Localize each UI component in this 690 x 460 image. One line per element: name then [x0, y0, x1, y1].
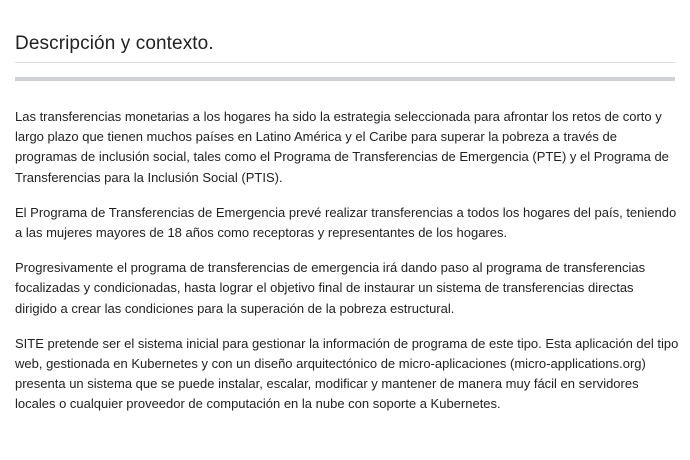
- paragraph-progressive-transition: Progresivamente el programa de transferencias de emergencia irá dando paso al programa de transferencias focalizadas y condicionadas, hasta lograr el objetivo final de instaurar un sistema de transferencias directas dirigido a crear las condiciones para la superación de la pobreza estructural.: [15, 260, 646, 316]
- section-divider: [15, 77, 675, 81]
- description-content: [15, 107, 679, 430]
- paragraph-emergency-program: El Programa de Transferencias de Emergencia prevé realizar transferencias a todos los hogares del país, teniendo a las mujeres mayores de 18 años como receptoras y representantes de los hogares.: [15, 204, 677, 241]
- paragraph-site-system: SITE pretende ser el sistema inicial para gestionar la información de programa de este tipo. Esta aplicación del tipo web, gestionada en Kubernetes y con un diseño arquitectónico de micro-aplicaciones (micro-applications.org) presenta un sistema que se puede instalar, escalar, modificar y mantener de manera muy fácil en servidores locales o cualquier proveedor de computación en la nube con soporte a Kubernetes.: [15, 335, 679, 412]
- title-divider: [15, 62, 675, 63]
- section-title: Descripción y contexto.: [15, 33, 214, 54]
- paragraph-transfers-strategy: Las transferencias monetarias a los hogares ha sido la estrategia seleccionada para afrontar los retos de corto y largo plazo que tienen muchos países en Latino América y el Caribe para superar la pobreza a través de programas de inclusión social, tales como el Programa de Transferencias de Emergencia (PTE) y el Programa de Transferencias para la Inclusión Social (PTIS).: [15, 109, 669, 185]
